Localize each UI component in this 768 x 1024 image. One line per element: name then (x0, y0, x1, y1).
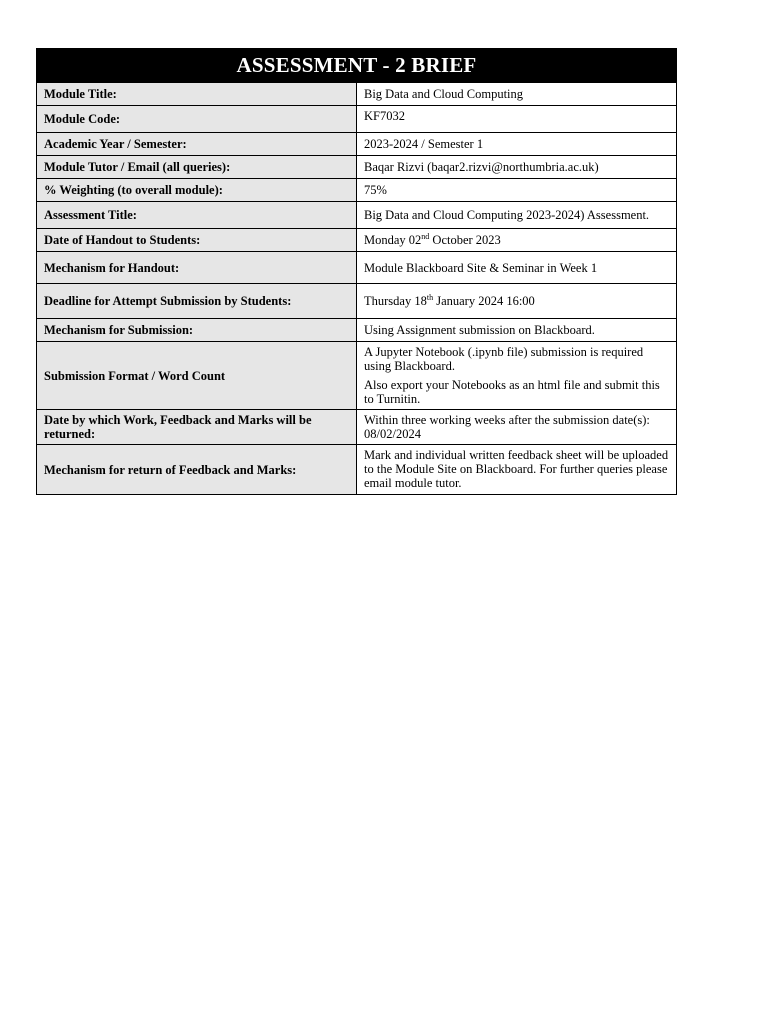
table-row (37, 229, 677, 252)
module-title-value: Big Data and Cloud Computing (357, 83, 677, 106)
module-code-label: Module Code: (37, 106, 357, 133)
table-row (37, 252, 677, 284)
handout-date-label: Date of Handout to Students: (37, 229, 357, 252)
table-row (37, 410, 677, 445)
table-row (37, 106, 677, 133)
handout-date-value (357, 229, 677, 252)
module-tutor-label: Module Tutor / Email (all queries): (37, 156, 357, 179)
table-row (37, 284, 677, 319)
weighting-value: 75% (357, 179, 677, 202)
academic-year-value: 2023-2024 / Semester 1 (357, 133, 677, 156)
ordinal-suffix: th (426, 292, 434, 302)
table-row (37, 156, 677, 179)
submission-format-label: Submission Format / Word Count (37, 342, 357, 410)
handout-mechanism-value: Module Blackboard Site & Seminar in Week 1 (357, 252, 677, 284)
module-title-label: Module Title: (37, 83, 357, 106)
table-row (37, 445, 677, 495)
assessment-title-value: Big Data and Cloud Computing 2023-2024) Assessment. (357, 202, 677, 229)
feedback-return-value: Mark and individual written feedback sheet will be uploaded to the Module Site on Blackboard. For further queries please email module tutor. (357, 445, 677, 495)
handout-mechanism-label: Mechanism for Handout: (37, 252, 357, 284)
handout-date-text: Monday 02 (364, 233, 422, 247)
submission-format-value (357, 342, 677, 410)
table-row (37, 319, 677, 342)
document-title: ASSESSMENT - 2 BRIEF (37, 49, 677, 83)
deadline-value (357, 284, 677, 319)
academic-year-label: Academic Year / Semester: (37, 133, 357, 156)
return-date-label: Date by which Work, Feedback and Marks will be returned: (37, 410, 357, 445)
deadline-text-end: January 2024 16:00 (433, 294, 535, 308)
submission-format-paragraph: A Jupyter Notebook (.ipynb file) submission is required using Blackboard. (364, 345, 644, 373)
submission-mechanism-label: Mechanism for Submission: (37, 319, 357, 342)
return-date-value: Within three working weeks after the submission date(s): 08/02/2024 (357, 410, 677, 445)
handout-date-text-end: October 2023 (429, 233, 501, 247)
assessment-title-label: Assessment Title: (37, 202, 357, 229)
feedback-return-label: Mechanism for return of Feedback and Marks: (37, 445, 357, 495)
table-row (37, 202, 677, 229)
weighting-label: % Weighting (to overall module): (37, 179, 357, 202)
deadline-text: Thursday 18 (364, 294, 427, 308)
table-row (37, 179, 677, 202)
ordinal-suffix: nd (421, 231, 430, 241)
module-code-value: KF7032 (357, 106, 677, 133)
module-tutor-value: Baqar Rizvi (baqar2.rizvi@northumbria.ac.uk) (357, 156, 677, 179)
submission-mechanism-value: Using Assignment submission on Blackboard. (357, 319, 677, 342)
assessment-brief-table (36, 48, 677, 495)
deadline-label: Deadline for Attempt Submission by Students: (37, 284, 357, 319)
table-row (37, 83, 677, 106)
table-row (37, 133, 677, 156)
table-row (37, 342, 677, 410)
submission-format-paragraph: Also export your Notebooks as an html file and submit this to Turnitin. (364, 378, 660, 406)
